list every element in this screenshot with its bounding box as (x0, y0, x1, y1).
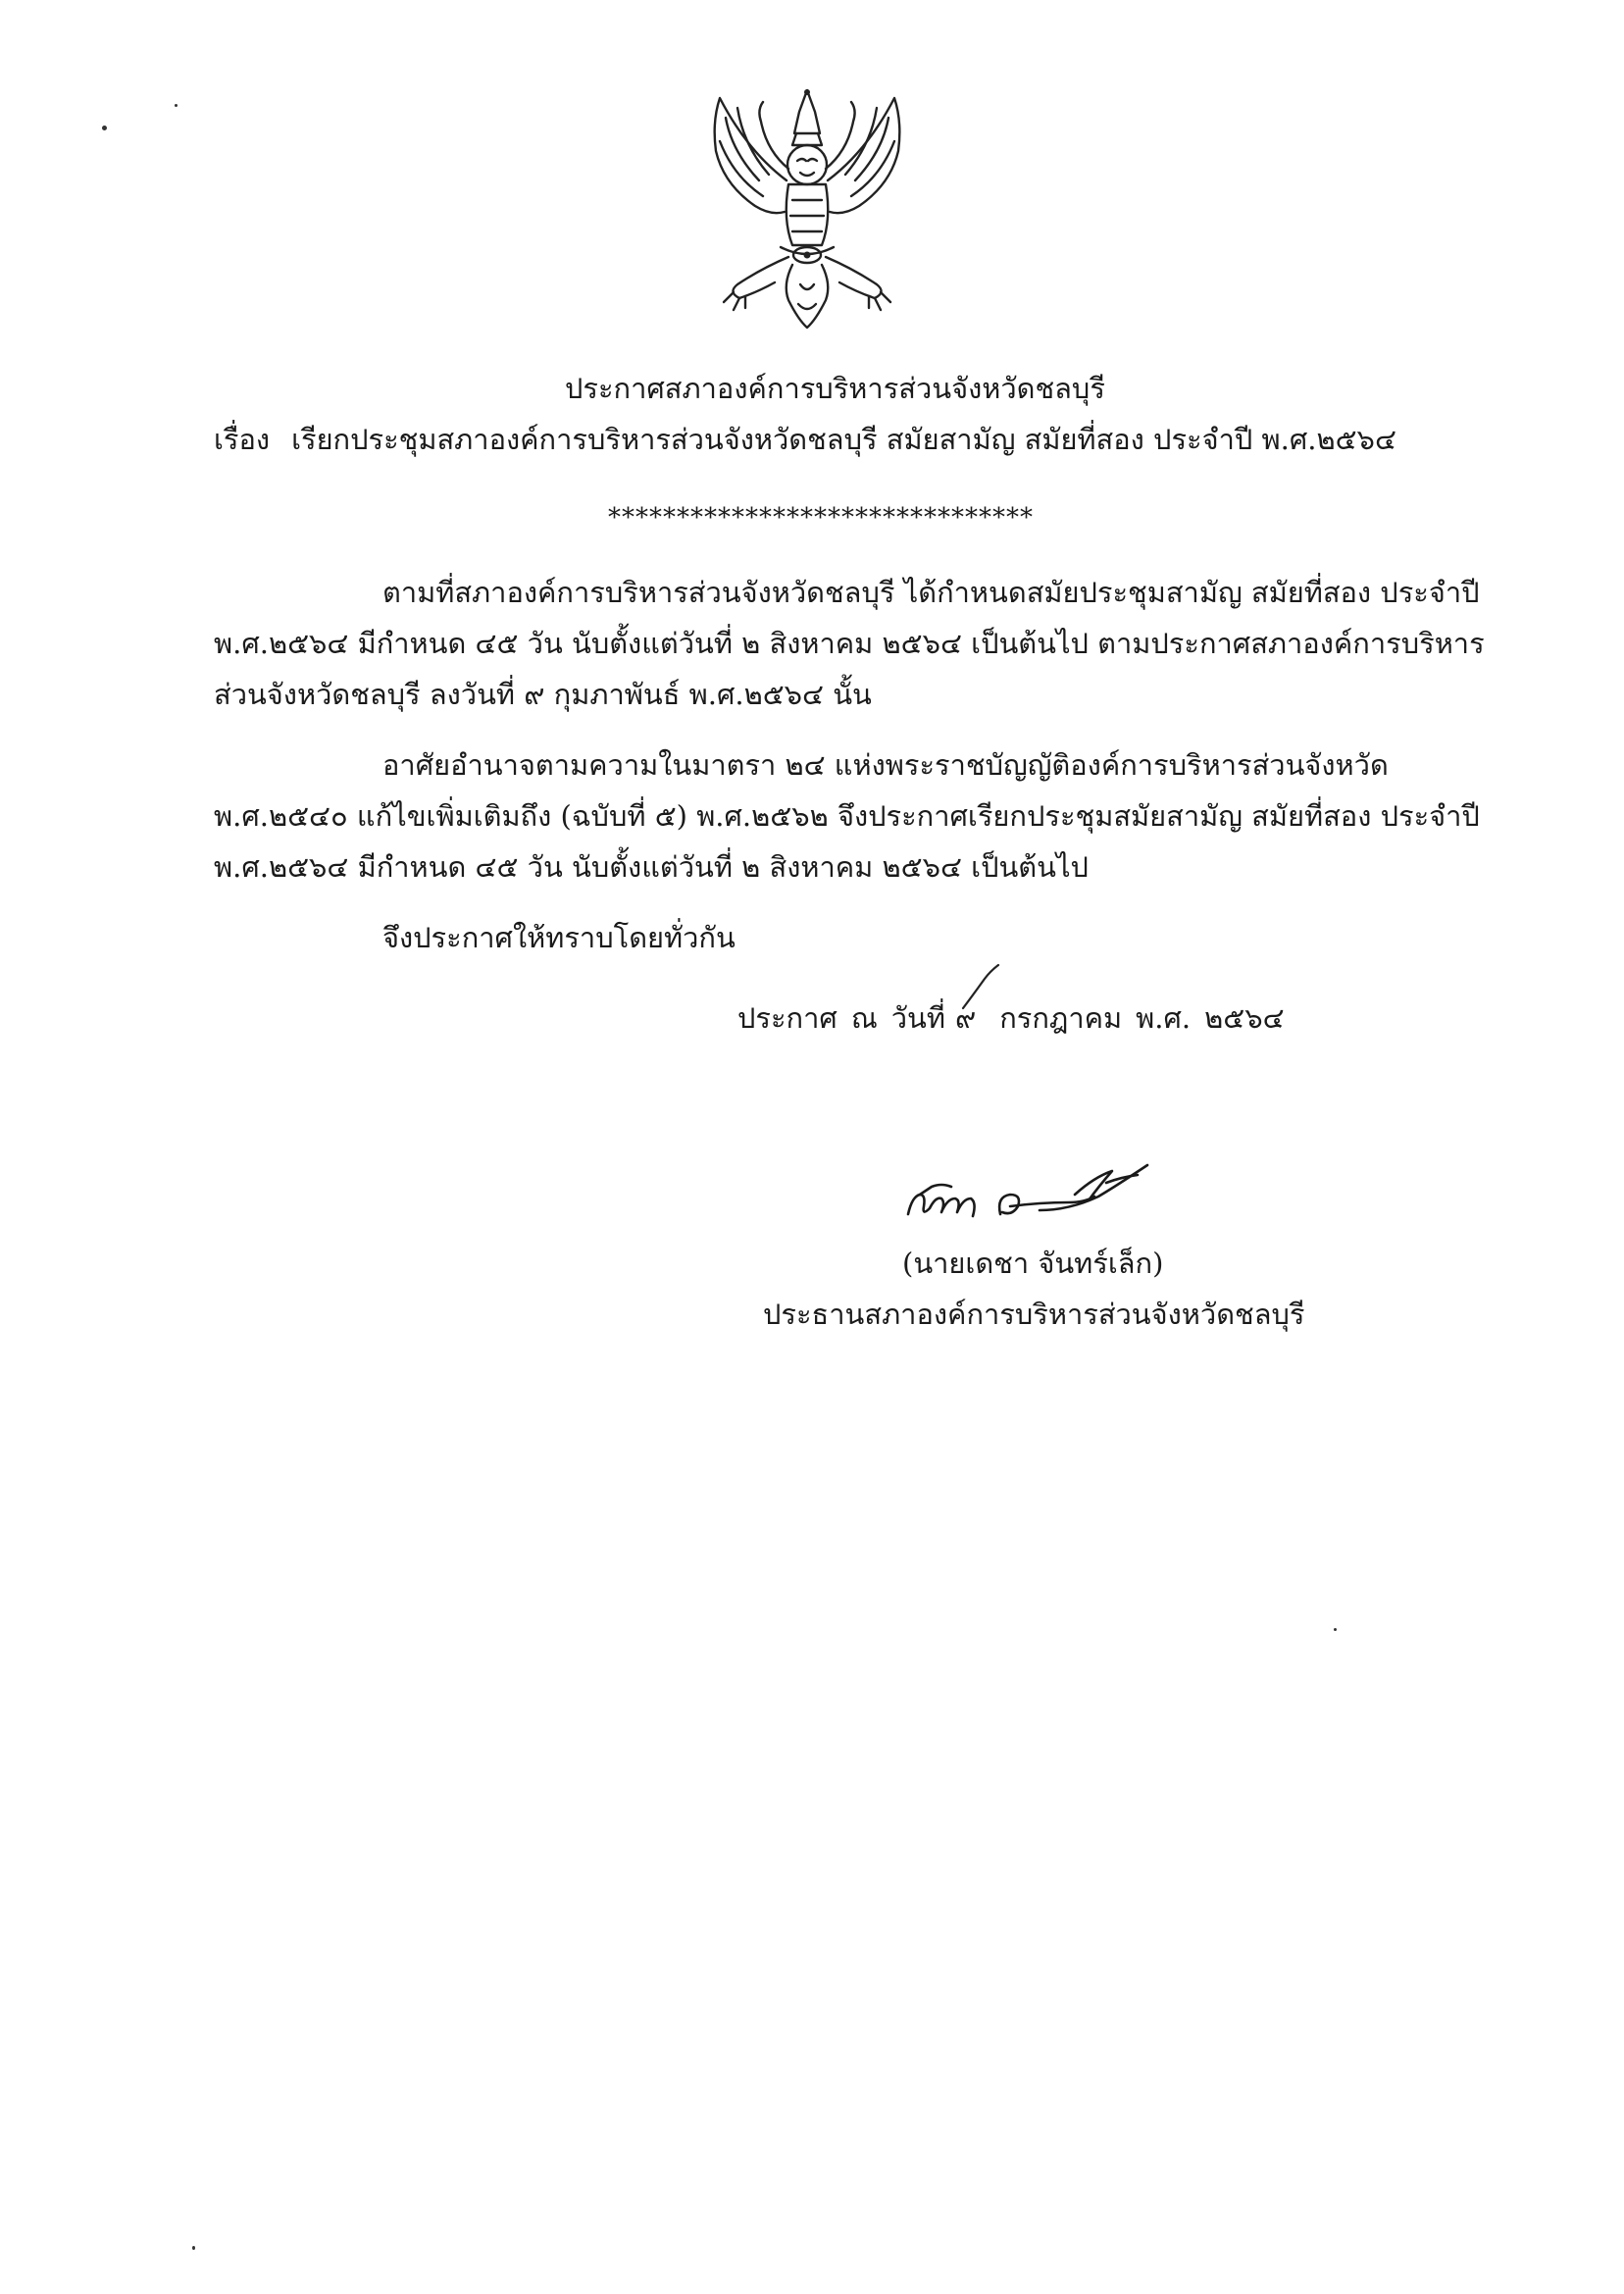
announcement-title: ประกาศสภาองค์การบริหารส่วนจังหวัดชลบุรี (565, 372, 1105, 405)
signatory-name: (นายเดชา จันทร์เล็ก) (902, 1247, 1164, 1280)
paragraph-2-line: อาศัยอำนาจตามความในมาตรา ๒๔ แห่งพระราชบัญญัติองค์การบริหารส่วนจังหวัด (382, 748, 1389, 782)
separator-line: ******************************* (608, 503, 1034, 533)
date-era: พ.ศ. (1136, 1001, 1192, 1035)
date-prefix: ประกาศ (737, 1001, 837, 1035)
scan-speck (1334, 1628, 1337, 1631)
scan-speck (192, 2246, 195, 2250)
announcement-date (737, 998, 1285, 1038)
paragraph-1-line: พ.ศ.๒๕๖๔ มีกำหนด ๔๕ วัน นับตั้งแต่วันที่ ๒ สิงหาคม ๒๕๖๔ เป็นต้นไป ตามประกาศสภาองค์การบริหาร (214, 627, 1485, 660)
handwritten-signature (902, 1138, 1157, 1236)
date-year: ๒๕๖๔ (1204, 1001, 1285, 1035)
subject-label: เรื่อง (214, 423, 271, 456)
scan-speck (175, 104, 178, 107)
closing-statement: จึงประกาศให้ทราบโดยทั่วกัน (382, 921, 736, 954)
signatory-position: ประธานสภาองค์การบริหารส่วนจังหวัดชลบุรี (763, 1298, 1305, 1331)
date-day: ๙ (954, 1001, 977, 1035)
paragraph-2-line: พ.ศ.๒๕๔๐ แก้ไขเพิ่มเติมถึง (ฉบับที่ ๕) พ.ศ.๒๕๖๒ จึงประกาศเรียกประชุมสมัยสามัญ สมัยที่สอง ประจำปี (214, 799, 1480, 833)
paragraph-1-line: ตามที่สภาองค์การบริหารส่วนจังหวัดชลบุรี ได้กำหนดสมัยประชุมสามัญ สมัยที่สอง ประจำปี (382, 576, 1480, 609)
date-day-label: วันที่ (890, 1001, 945, 1035)
date-month: กรกฎาคม (999, 1001, 1123, 1035)
garuda-emblem-icon (698, 82, 916, 339)
date-at: ณ (850, 1001, 878, 1035)
subject-text: เรียกประชุมสภาองค์การบริหารส่วนจังหวัดชลบุรี สมัยสามัญ สมัยที่สอง ประจำปี พ.ศ.๒๕๖๔ (291, 423, 1396, 456)
paragraph-2-line: พ.ศ.๒๕๖๔ มีกำหนด ๔๕ วัน นับตั้งแต่วันที่ ๒ สิงหาคม ๒๕๖๔ เป็นต้นไป (214, 850, 1089, 884)
paragraph-1-line: ส่วนจังหวัดชลบุรี ลงวันที่ ๙ กุมภาพันธ์ พ.ศ.๒๕๖๔ นั้น (214, 678, 872, 711)
handwritten-day-flourish (961, 963, 1000, 1012)
announcement-subject (214, 420, 1396, 459)
scan-speck (102, 126, 107, 130)
date-day-wrapper (955, 998, 976, 1038)
